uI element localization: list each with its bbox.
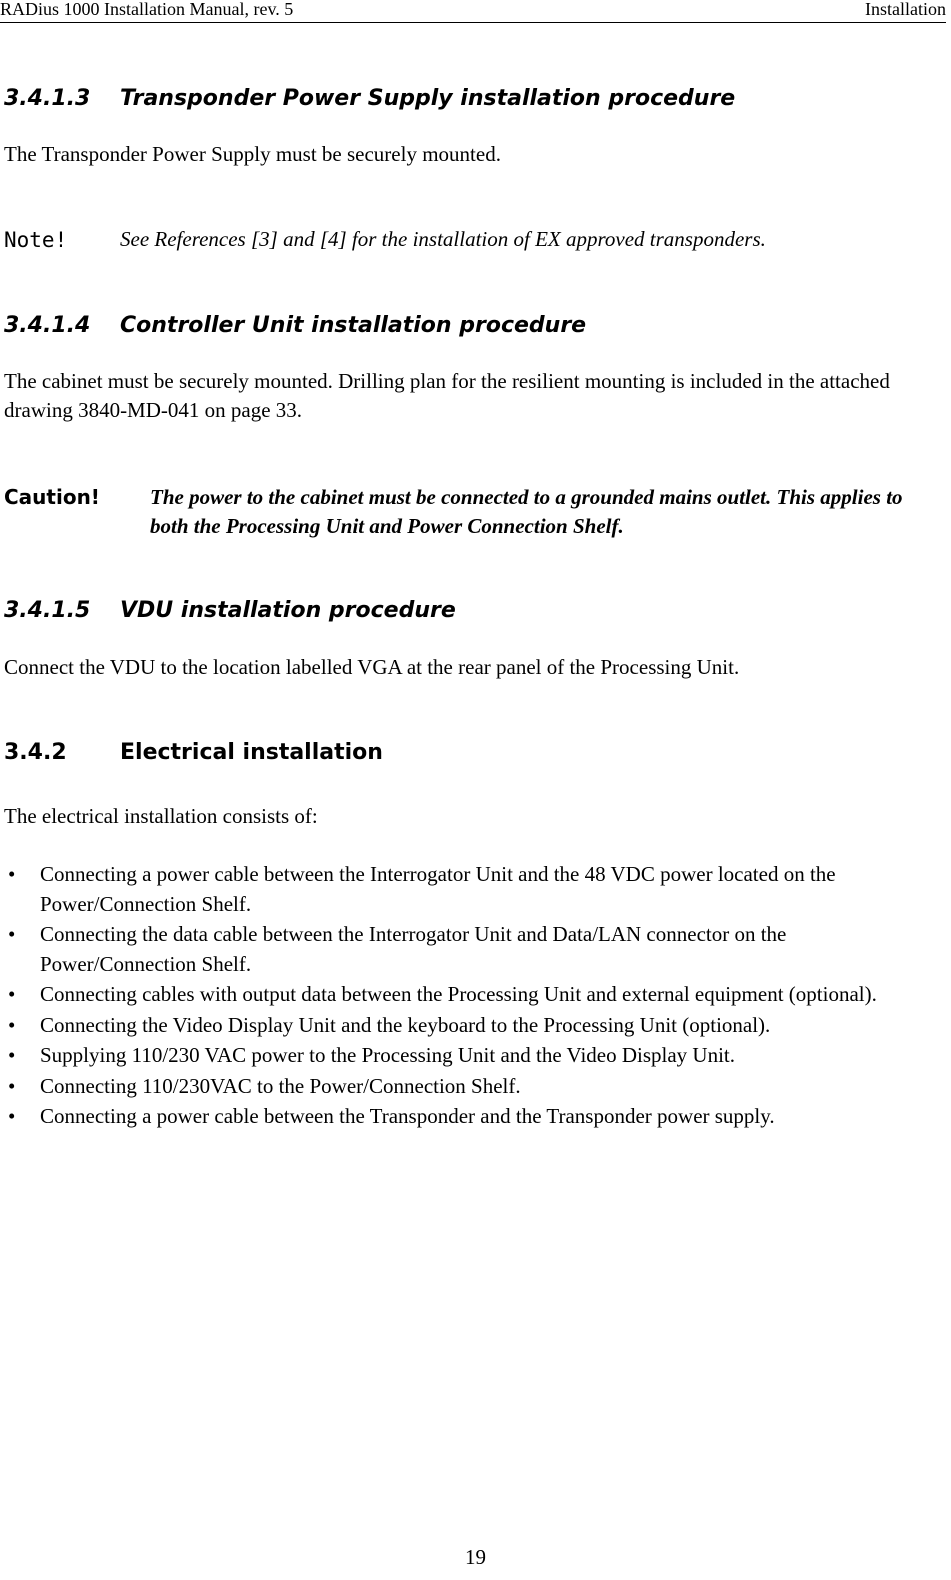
heading-number: 3.4.2 — [4, 740, 67, 765]
note-text: See References [3] and [4] for the installation of EX approved transponders. — [120, 227, 766, 251]
heading-title: VDU installation procedure — [120, 598, 456, 623]
bullet-icon: • — [8, 982, 16, 1006]
heading-number: 3.4.1.4 — [4, 313, 91, 338]
list-item-text: Connecting a power cable between the Interrogator Unit and the 48 VDC power located on the Power/Connection Shelf. — [40, 862, 836, 916]
list-item — [4, 920, 939, 979]
heading-title: Electrical installation — [120, 740, 383, 765]
heading-title: Controller Unit installation procedure — [120, 313, 587, 338]
heading-3-4-1-3 — [4, 86, 735, 111]
list-item-text: Connecting cables with output data between the Processing Unit and external equipment (optional). — [40, 982, 877, 1006]
paragraph-electrical-intro: The electrical installation consists of: — [4, 804, 318, 828]
header-doc-title: RADius 1000 Installation Manual, rev. 5 — [0, 0, 294, 19]
page-header — [0, 0, 946, 23]
heading-number: 3.4.1.5 — [4, 598, 91, 623]
heading-3-4-1-4 — [4, 313, 586, 338]
list-item-text: Connecting the Video Display Unit and the keyboard to the Processing Unit (optional). — [40, 1012, 771, 1037]
list-item — [4, 1011, 939, 1041]
list-item-text: Connecting a power cable between the Transponder and the Transponder power supply. — [40, 1104, 775, 1128]
paragraph-vdu: Connect the VDU to the location labelled VGA at the rear panel of the Processing Unit. — [4, 655, 740, 679]
list-item — [4, 1072, 939, 1102]
list-item — [4, 1102, 939, 1132]
note-label: Note! — [4, 228, 68, 252]
list-item — [4, 980, 939, 1010]
page-number: 19 — [465, 1545, 486, 1569]
bullet-icon: • — [8, 862, 16, 886]
header-chapter: Installation — [865, 0, 946, 19]
heading-title: Transponder Power Supply installation procedure — [120, 86, 736, 111]
paragraph-transponder-ps: The Transponder Power Supply must be securely mounted. — [4, 142, 501, 166]
paragraph-controller-unit: The cabinet must be securely mounted. Drilling plan for the resilient mounting is included in the attached drawing 3840-MD-041 on page 33. — [4, 369, 890, 422]
list-item-text: Connecting the data cable between the Interrogator Unit and Data/LAN connector on the Power/Connection Shelf. — [40, 922, 787, 976]
heading-3-4-2 — [4, 740, 383, 765]
bullet-icon: • — [8, 1073, 16, 1098]
bullet-icon: • — [8, 1043, 16, 1067]
heading-number: 3.4.1.3 — [4, 86, 91, 111]
list-item — [4, 860, 939, 919]
bullet-icon: • — [8, 922, 16, 946]
bullet-icon: • — [8, 1104, 16, 1128]
heading-3-4-1-5 — [4, 598, 456, 623]
list-item-text: Supplying 110/230 VAC power to the Processing Unit and the Video Display Unit. — [40, 1043, 736, 1067]
bullet-icon: • — [8, 1012, 16, 1037]
list-item-text: Connecting 110/230VAC to the Power/Connection Shelf. — [40, 1073, 521, 1098]
electrical-steps-list — [4, 860, 939, 1133]
list-item — [4, 1041, 939, 1071]
caution-text: The power to the cabinet must be connected to a grounded mains outlet. This applies to both the Processing Unit and Power Connection Shelf. — [150, 485, 903, 538]
caution-label: Caution! — [4, 485, 100, 509]
